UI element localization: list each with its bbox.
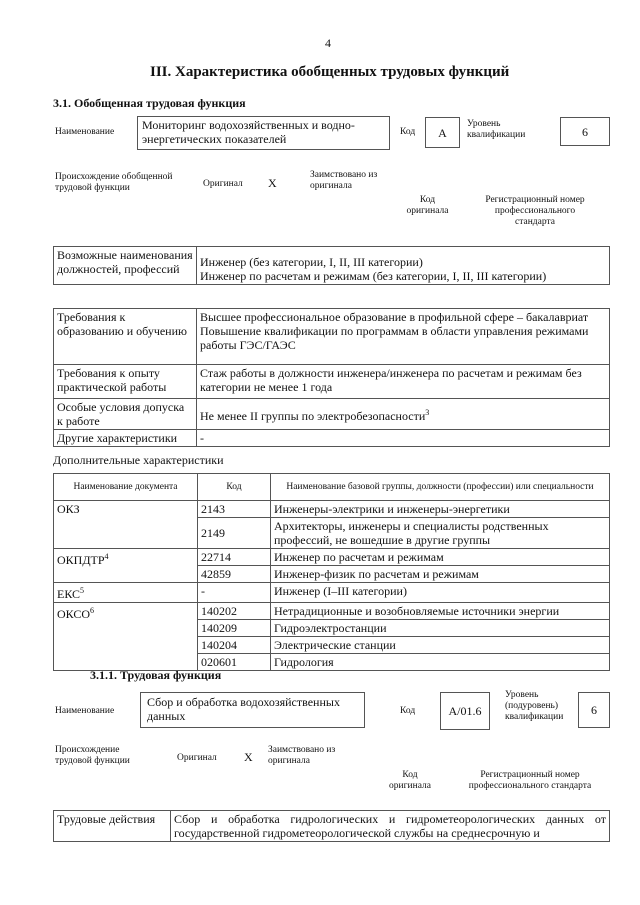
req-label: Требования к опыту практической работы	[54, 365, 197, 399]
code-cell: 22714	[198, 549, 271, 566]
gtf-level: 6	[560, 117, 610, 146]
req-value: -	[197, 430, 610, 447]
gtf-original-label: Оригинал	[203, 179, 243, 189]
gtf-level-label: Уровень квалификации	[467, 119, 526, 140]
footnote-ref: 4	[104, 552, 109, 561]
gtf-reg-number-label: Регистрационный номер профессионального стандарта	[485, 195, 585, 227]
position-item: Инженер по расчетам и режимам (без категории, I, II, III категории)	[200, 269, 547, 283]
code-cell: 020601	[198, 654, 271, 671]
doc-name: ЕКС	[57, 587, 81, 601]
req-value: Высшее профессиональное образование в профильной сфере – бакалавриат	[200, 310, 589, 324]
code-cell: 140204	[198, 637, 271, 654]
code-cell: 140209	[198, 620, 271, 637]
tf-orig-code-label: Код оригинала	[389, 770, 431, 791]
code-cell: 2149	[198, 518, 271, 549]
name-cell: Электрические станции	[271, 637, 610, 654]
footnote-ref: 6	[90, 606, 95, 615]
name-cell: Инженеры-электрики и инженеры-энергетики	[271, 501, 610, 518]
tf-name-label: Наименование	[55, 706, 115, 716]
tf-code-label: Код	[400, 706, 416, 716]
page-number: 4	[325, 36, 331, 50]
additional-table	[53, 473, 610, 671]
gtf-orig-code-label: Код оригинала	[406, 195, 449, 216]
requirements-table	[53, 308, 610, 447]
req-label: Особые условия допуска к работе	[54, 399, 197, 430]
gtf-origin-label: Происхождение обобщенной трудовой функции	[55, 172, 173, 193]
tf-actions-table	[53, 810, 610, 842]
doc-name: ОКСО	[57, 607, 91, 621]
req-label: Другие характеристики	[54, 430, 197, 447]
table-row	[54, 583, 610, 603]
name-cell: Инженер (I–III категории)	[271, 583, 610, 603]
code-cell: -	[198, 583, 271, 603]
table-row	[54, 549, 610, 566]
tf-reg-number-label: Регистрационный номер профессионального стандарта	[468, 770, 592, 791]
footnote-ref: 5	[80, 586, 85, 595]
name-cell: Гидрология	[271, 654, 610, 671]
req-value: Стаж работы в должности инженера/инженера по расчетам и режимам без категории не менее 1 года	[197, 365, 610, 399]
table-row	[54, 501, 610, 518]
column-header: Код	[198, 474, 271, 501]
req-value: Не менее II группы по электробезопасности	[200, 408, 426, 423]
table-row	[54, 603, 610, 620]
gtf-code: A	[425, 117, 460, 148]
tf-level: 6	[578, 692, 610, 728]
code-cell: 42859	[198, 566, 271, 583]
column-header: Наименование базовой группы, должности (профессии) или специальности	[271, 474, 610, 501]
actions-value: Сбор и обработка гидрологических и гидрометеорологических данных от государственной гидрометеорологической службы на среднесрочную и	[171, 811, 610, 842]
tf-heading: 3.1.1. Трудовая функция	[90, 668, 222, 682]
code-cell: 2143	[198, 501, 271, 518]
gtf-code-label: Код	[400, 127, 416, 137]
gtf-name: Мониторинг водохозяйственных и водно-энергетических показателей	[137, 116, 390, 150]
section-title: III. Характеристика обобщенных трудовых функций	[150, 64, 510, 80]
req-value: Повышение квалификации по программам в области управления режимами работы ГЭС/ГАЭС	[200, 324, 589, 352]
positions-table	[53, 246, 610, 285]
tf-level-label: Уровень (подуровень) квалификации	[505, 690, 564, 722]
position-item: Инженер (без категории, I, II, III категории)	[200, 255, 423, 269]
name-cell: Инженер по расчетам и режимам	[271, 549, 610, 566]
tf-original-mark: X	[244, 750, 253, 764]
tf-borrowed-label: Заимствовано из оригинала	[268, 745, 336, 766]
name-cell: Архитекторы, инженеры и специалисты родственных профессий, не вошедшие в другие группы	[271, 518, 610, 549]
actions-label: Трудовые действия	[54, 811, 171, 842]
name-cell: Инженер-физик по расчетам и режимам	[271, 566, 610, 583]
req-label: Требования к образованию и обучению	[54, 309, 197, 365]
tf-origin-label: Происхождение трудовой функции	[55, 745, 130, 766]
gtf-borrowed-label: Заимствовано из оригинала	[310, 170, 378, 191]
positions-label: Возможные наименования должностей, профессий	[54, 247, 197, 285]
name-cell: Нетрадиционные и возобновляемые источники энергии	[271, 603, 610, 620]
tf-code: A/01.6	[440, 692, 490, 730]
doc-name: ОКЗ	[57, 502, 80, 516]
name-cell: Гидроэлектростанции	[271, 620, 610, 637]
footnote-ref: 3	[425, 407, 430, 417]
gtf-heading: 3.1. Обобщенная трудовая функция	[53, 96, 246, 110]
column-header: Наименование документа	[54, 474, 198, 501]
tf-name: Сбор и обработка водохозяйственных данных	[140, 692, 365, 728]
additional-heading: Дополнительные характеристики	[53, 453, 224, 467]
tf-original-label: Оригинал	[177, 753, 217, 763]
code-cell: 140202	[198, 603, 271, 620]
gtf-original-mark: X	[268, 176, 277, 190]
doc-name: ОКПДТР	[57, 553, 105, 567]
gtf-name-label: Наименование	[55, 127, 115, 137]
